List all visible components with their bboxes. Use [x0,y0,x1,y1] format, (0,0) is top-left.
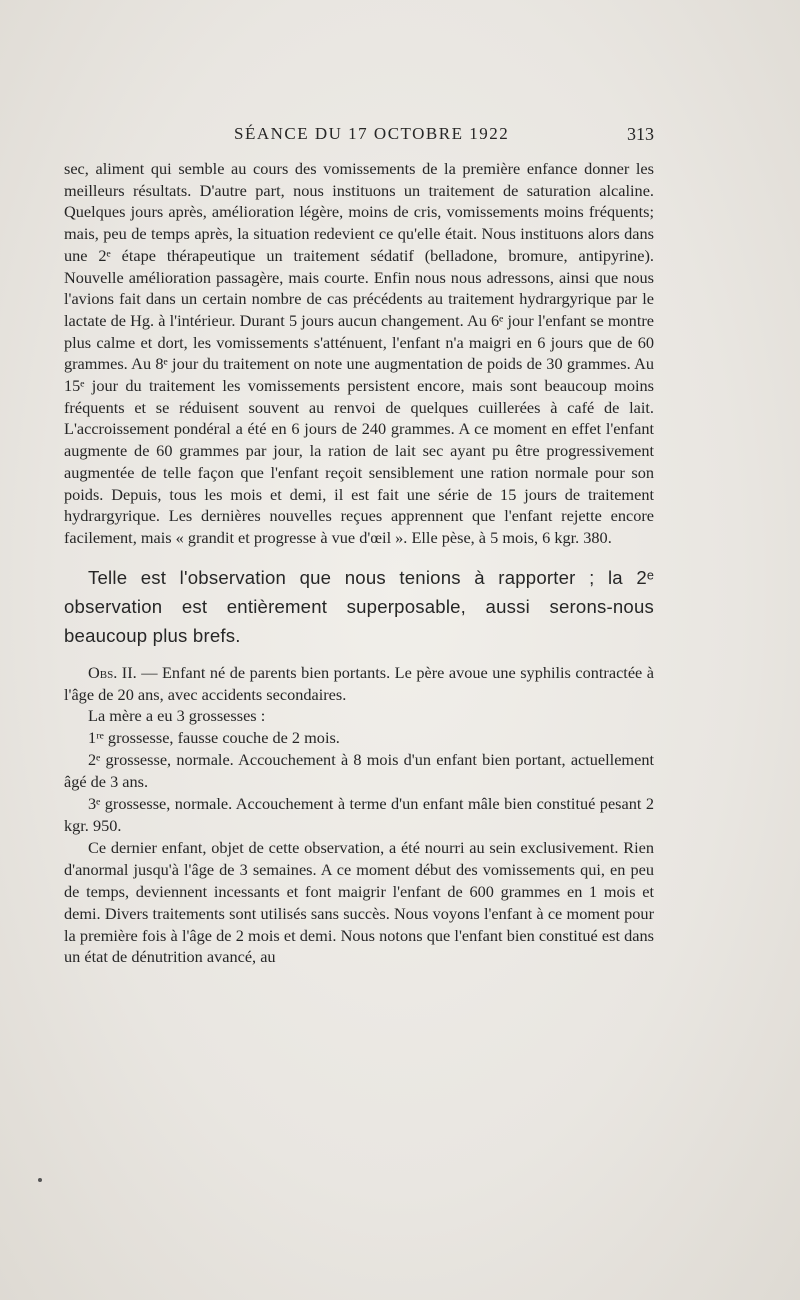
observation-intro-text: — Enfant né de parents bien portants. Le père avoue une syphilis contractée à l'âge de 20 ans, avec accidents secondaires. [64,662,654,704]
transition-block [64,563,654,650]
observation-two [64,662,654,969]
observation-intro [64,662,654,706]
paragraph-treatment: sec, aliment qui semble au cours des vomissements de la première enfance donner les meilleurs résultats. D'autre part, nous instituons un traitement de saturation alcaline. Quelques jours après, amélioration légère, moins de cris, vomissements moins fréquents; mais, peu de temps après, la situation redevient ce qu'elle était. Nous instituons alors dans une 2ᵉ étape thérapeutique un traitement sédatif (belladone, bromure, antipyrine). Nouvelle amélioration passagère, mais courte. Enfin nous nous adressons, ainsi que nous l'avions fait dans un certain nombre de cas précédents au traitement hydrargyrique par le lactate de Hg. à l'intérieur. Durant 5 jours aucun changement. Au 6ᵉ jour l'enfant se montre plus calme et dort, les vomissements s'atténuent, l'enfant n'a maigri en 6 jours que de 60 grammes. Au 8ᵉ jour du traitement on note une augmentation de poids de 30 grammes. Au 15ᵉ jour du traitement les vomissements persistent encore, mais sont beaucoup moins fréquents et se réduisent souvent au renvoi de quelques cuillerées à café de lait. L'accroissement pondéral a été en 6 jours de 240 grammes. A ce moment en effet l'enfant augmente de 60 grammes par jour, la ration de lait sec ayant pu être progressivement augmentée de telle façon que l'enfant reçoit sensiblement une ration normale pour son poids. Depuis, tous les mois et demi, il est fait une série de 15 jours de traitement hydrargyrique. Les dernières nouvelles reçues apprennent que l'enfant rejette encore facilement, mais « grandit et progresse à vue d'œil ». Elle pèse, à 5 mois, 6 kgr. 380. [64,159,654,547]
body-text [64,158,654,968]
observation-line: 1ʳᵉ grossesse, fausse couche de 2 mois. [88,728,340,748]
running-head: SÉANCE DU 17 OCTOBRE 1922 [234,124,510,143]
ink-speck [38,1178,42,1182]
observation-line: 2ᵉ grossesse, normale. Accouchement à 8 mois d'un enfant bien portant, actuellement âgé de 3 ans. [64,750,654,792]
observation-label: Obs. II. [88,662,137,682]
page-header [64,124,654,152]
case-one-conclusion [64,158,654,549]
page-number: 313 [627,124,654,144]
paragraph-transition: Telle est l'observation que nous tenions à rapporter ; la 2ᵉ observation est entièrement superposable, aussi serons-nous beaucoup plus brefs. [64,566,654,646]
observation-line: 3ᵉ grossesse, normale. Accouchement à terme d'un enfant mâle bien constitué pesant 2 kgr. 950. [64,794,654,835]
observation-line: Ce dernier enfant, objet de cette observation, a été nourri au sein exclusivement. Rien d'anormal jusqu'à l'âge de 3 semaines. A ce moment début des vomissements qui, en peu de temps, deviennent incessants et font maigrir l'enfant de 600 grammes en 1 mois et demi. Divers traitements sont utilisés sans succès. Nous voyons l'enfant à ce moment pour la première fois à l'âge de 2 mois et demi. Nous notons que l'enfant bien constitué est dans un état de dénutrition avancé, au [64,837,654,967]
observation-line: La mère a eu 3 grossesses : [88,706,266,726]
